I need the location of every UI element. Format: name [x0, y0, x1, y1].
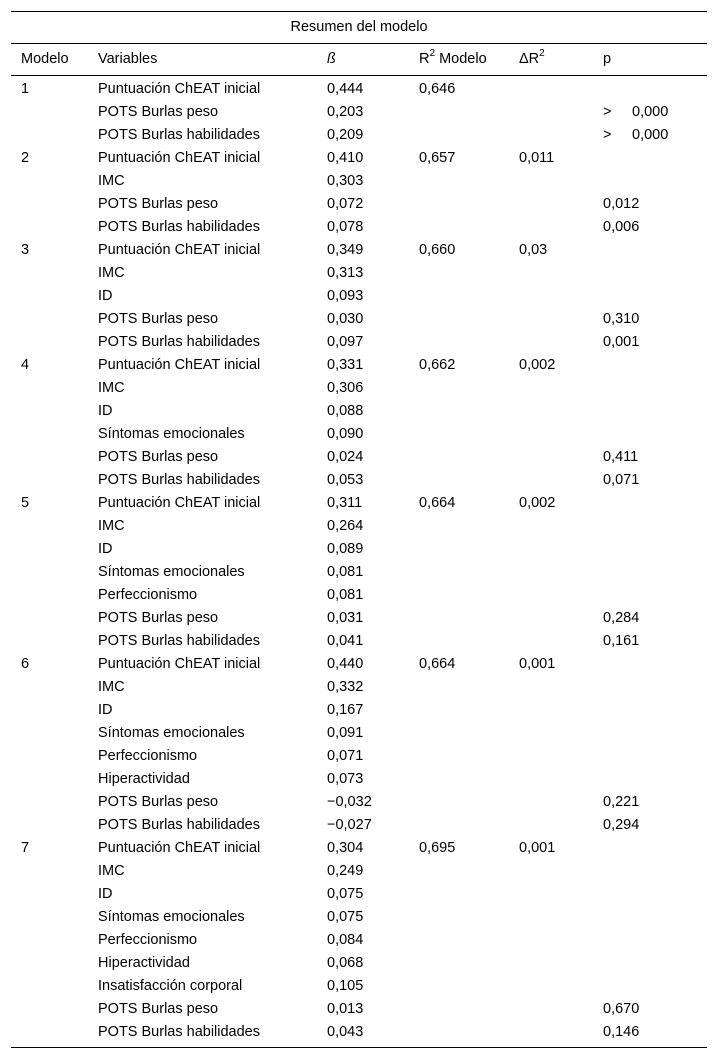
table-body [0, 78, 717, 1044]
table-row [0, 147, 717, 170]
table-row [0, 1021, 717, 1044]
cell-p: 0,000 [632, 104, 669, 120]
cell-variable: IMC [98, 518, 125, 534]
cell-beta: 0,303 [327, 173, 364, 189]
cell-beta: 0,013 [327, 1001, 364, 1017]
bottom-rule [11, 1047, 707, 1048]
table-row [0, 860, 717, 883]
cell-p: 0,670 [603, 1001, 640, 1017]
cell-p: 0,012 [603, 196, 640, 212]
table-row [0, 285, 717, 308]
table-row [0, 768, 717, 791]
cell-modelo: 1 [21, 81, 30, 97]
table-row [0, 676, 717, 699]
table-row [0, 124, 717, 147]
cell-beta: 0,090 [327, 426, 364, 442]
cell-variable: POTS Burlas peso [98, 311, 219, 327]
cell-variable: IMC [98, 265, 125, 281]
cell-variable: ID [98, 702, 113, 718]
cell-p: 0,161 [603, 633, 640, 649]
cell-beta: 0,249 [327, 863, 364, 879]
cell-variable: POTS Burlas habilidades [98, 472, 260, 488]
cell-variable: IMC [98, 380, 125, 396]
header-dr2-sup: 2 [539, 48, 545, 60]
table-row [0, 262, 717, 285]
table-row [0, 492, 717, 515]
header-variables: Variables [98, 51, 158, 67]
cell-beta: 0,024 [327, 449, 364, 465]
cell-beta: 0,311 [327, 495, 363, 511]
header-delta-r2 [519, 44, 545, 75]
table-title: Resumen del modelo [290, 19, 428, 35]
cell-p: 0,284 [603, 610, 640, 626]
table-row [0, 101, 717, 124]
cell-beta: 0,041 [327, 633, 364, 649]
cell-beta: 0,332 [327, 679, 364, 695]
table-row [0, 400, 717, 423]
cell-r2-modelo: 0,664 [419, 656, 456, 672]
cell-variable: Puntuación ChEAT inicial [98, 656, 261, 672]
table-row [0, 998, 717, 1021]
cell-r2-modelo: 0,664 [419, 495, 456, 511]
cell-beta: −0,027 [327, 817, 372, 833]
table-row [0, 630, 717, 653]
cell-variable: Síntomas emocionales [98, 426, 245, 442]
table-row [0, 515, 717, 538]
cell-variable: Hiperactividad [98, 771, 190, 787]
cell-r2-modelo: 0,660 [419, 242, 456, 258]
cell-beta: 0,093 [327, 288, 364, 304]
cell-beta: 0,331 [327, 357, 364, 373]
cell-beta: 0,091 [327, 725, 364, 741]
cell-variable: Puntuación ChEAT inicial [98, 357, 261, 373]
cell-beta: 0,313 [327, 265, 364, 281]
cell-beta: 0,304 [327, 840, 364, 856]
cell-variable: Síntomas emocionales [98, 909, 245, 925]
cell-delta-r2: 0,011 [519, 150, 555, 166]
table-row [0, 216, 717, 239]
table-row [0, 446, 717, 469]
cell-beta: 0,410 [327, 150, 364, 166]
cell-modelo: 6 [21, 656, 30, 672]
cell-p-prefix: > [603, 127, 612, 143]
cell-p: 0,411 [603, 449, 639, 465]
cell-variable: Perfeccionismo [98, 587, 198, 603]
cell-variable: Hiperactividad [98, 955, 190, 971]
header-r2-sup: 2 [429, 48, 436, 60]
cell-delta-r2: 0,001 [519, 656, 556, 672]
table-row [0, 906, 717, 929]
cell-beta: 0,075 [327, 886, 364, 902]
cell-variable: Perfeccionismo [98, 932, 198, 948]
cell-variable: Puntuación ChEAT inicial [98, 495, 261, 511]
table-row [0, 538, 717, 561]
cell-modelo: 2 [21, 150, 30, 166]
table-row [0, 170, 717, 193]
table-row [0, 929, 717, 952]
cell-r2-modelo: 0,695 [419, 840, 456, 856]
cell-variable: POTS Burlas habilidades [98, 817, 260, 833]
table-row [0, 837, 717, 860]
cell-variable: POTS Burlas peso [98, 449, 219, 465]
cell-beta: 0,072 [327, 196, 364, 212]
cell-variable: Insatisfacción corporal [98, 978, 243, 994]
table-row [0, 883, 717, 906]
cell-variable: IMC [98, 173, 125, 189]
table-row [0, 791, 717, 814]
cell-beta: 0,068 [327, 955, 364, 971]
cell-modelo: 5 [21, 495, 30, 511]
cell-p: 0,146 [603, 1024, 640, 1040]
cell-beta: 0,081 [327, 564, 364, 580]
table-row [0, 699, 717, 722]
cell-variable: Puntuación ChEAT inicial [98, 840, 261, 856]
cell-variable: IMC [98, 679, 125, 695]
header-r2-base: R [419, 51, 430, 67]
cell-variable: Síntomas emocionales [98, 564, 245, 580]
header-r2-modelo [419, 44, 487, 75]
cell-beta: 0,081 [327, 587, 364, 603]
table-row [0, 722, 717, 745]
cell-p: 0,000 [632, 127, 669, 143]
cell-variable: POTS Burlas habilidades [98, 1024, 260, 1040]
table-row [0, 561, 717, 584]
cell-beta: −0,032 [327, 794, 372, 810]
cell-variable: POTS Burlas peso [98, 196, 219, 212]
cell-beta: 0,097 [327, 334, 364, 350]
cell-beta: 0,084 [327, 932, 364, 948]
cell-beta: 0,078 [327, 219, 364, 235]
cell-beta: 0,444 [327, 81, 364, 97]
cell-p-prefix: > [603, 104, 612, 120]
cell-beta: 0,167 [327, 702, 364, 718]
cell-beta: 0,030 [327, 311, 364, 327]
cell-variable: ID [98, 541, 113, 557]
cell-beta: 0,031 [327, 610, 364, 626]
table-row [0, 469, 717, 492]
cell-beta: 0,349 [327, 242, 364, 258]
cell-modelo: 7 [21, 840, 30, 856]
cell-beta: 0,105 [327, 978, 364, 994]
cell-beta: 0,043 [327, 1024, 364, 1040]
header-p: p [603, 51, 612, 67]
cell-beta: 0,075 [327, 909, 364, 925]
cell-delta-r2: 0,03 [519, 242, 548, 258]
cell-variable: Puntuación ChEAT inicial [98, 150, 261, 166]
table-row [0, 377, 717, 400]
cell-r2-modelo: 0,657 [419, 150, 456, 166]
cell-r2-modelo: 0,646 [419, 81, 456, 97]
table-row [0, 78, 717, 101]
header-rule [11, 75, 707, 76]
cell-variable: ID [98, 886, 113, 902]
cell-variable: ID [98, 403, 113, 419]
cell-r2-modelo: 0,662 [419, 357, 456, 373]
cell-delta-r2: 0,001 [519, 840, 556, 856]
cell-p: 0,221 [603, 794, 640, 810]
cell-p: 0,294 [603, 817, 640, 833]
cell-variable: IMC [98, 863, 125, 879]
cell-variable: POTS Burlas habilidades [98, 633, 260, 649]
table-row [0, 607, 717, 630]
table-row [0, 239, 717, 262]
cell-p: 0,310 [603, 311, 640, 327]
cell-delta-r2: 0,002 [519, 357, 556, 373]
cell-beta: 0,203 [327, 104, 364, 120]
cell-p: 0,071 [603, 472, 640, 488]
header-modelo: Modelo [21, 51, 69, 67]
cell-variable: Síntomas emocionales [98, 725, 245, 741]
table-row [0, 745, 717, 768]
table-row [0, 975, 717, 998]
table-row [0, 331, 717, 354]
cell-variable: POTS Burlas habilidades [98, 334, 260, 350]
cell-beta: 0,209 [327, 127, 364, 143]
cell-variable: ID [98, 288, 113, 304]
cell-modelo: 4 [21, 357, 30, 373]
table-row [0, 653, 717, 676]
cell-variable: Puntuación ChEAT inicial [98, 81, 261, 97]
table-row [0, 814, 717, 837]
cell-beta: 0,440 [327, 656, 364, 672]
cell-variable: Perfeccionismo [98, 748, 198, 764]
cell-beta: 0,264 [327, 518, 364, 534]
header-dr2-base: ΔR [519, 51, 540, 67]
table-row [0, 952, 717, 975]
table-row [0, 354, 717, 377]
cell-beta: 0,088 [327, 403, 364, 419]
cell-variable: POTS Burlas peso [98, 794, 219, 810]
cell-beta: 0,071 [327, 748, 364, 764]
cell-beta: 0,073 [327, 771, 364, 787]
cell-p: 0,001 [603, 334, 640, 350]
cell-variable: POTS Burlas habilidades [98, 127, 260, 143]
cell-variable: POTS Burlas habilidades [98, 219, 260, 235]
table-row [0, 423, 717, 446]
cell-variable: POTS Burlas peso [98, 104, 219, 120]
cell-modelo: 3 [21, 242, 30, 258]
table-row [0, 584, 717, 607]
table-row [0, 193, 717, 216]
cell-variable: Puntuación ChEAT inicial [98, 242, 261, 258]
cell-delta-r2: 0,002 [519, 495, 556, 511]
cell-p: 0,006 [603, 219, 640, 235]
cell-beta: 0,306 [327, 380, 364, 396]
cell-beta: 0,089 [327, 541, 364, 557]
table-row [0, 308, 717, 331]
header-beta: ß [327, 51, 336, 67]
cell-variable: POTS Burlas peso [98, 1001, 219, 1017]
cell-variable: POTS Burlas peso [98, 610, 219, 626]
header-r2-suffix: Modelo [435, 51, 487, 67]
cell-beta: 0,053 [327, 472, 364, 488]
